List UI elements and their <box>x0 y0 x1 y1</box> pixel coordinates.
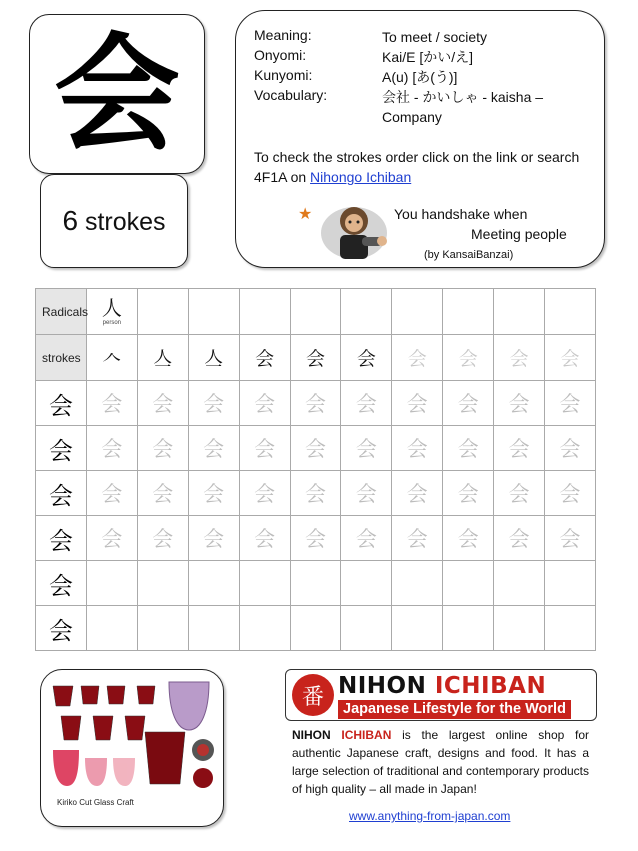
trace-cell[interactable]: 会 <box>86 426 137 471</box>
ad-brand-nihon: NIHON <box>292 728 331 742</box>
trace-cell[interactable]: 会 <box>494 381 545 426</box>
blank-practice-cell[interactable] <box>290 561 341 606</box>
meaning-label: Meaning: <box>254 27 312 43</box>
stroke-order-text: To check the strokes order click on the link or search 4F1A on <box>254 149 580 185</box>
practice-row <box>36 381 596 426</box>
trace-cell[interactable]: 会 <box>443 381 494 426</box>
stroke-step-cell: 会 <box>392 335 443 381</box>
practice-row <box>36 471 596 516</box>
trace-cell[interactable]: 会 <box>392 516 443 561</box>
radical-meaning: person <box>102 319 122 326</box>
trace-cell[interactable]: 会 <box>188 471 239 516</box>
blank-practice-cell[interactable] <box>188 561 239 606</box>
meaning-value: To meet / society <box>382 29 488 45</box>
handshake-mascot-icon <box>318 201 390 263</box>
trace-cell[interactable]: 会 <box>137 516 188 561</box>
practice-grid <box>35 288 596 651</box>
trace-cell[interactable]: 会 <box>494 471 545 516</box>
blank-practice-cell[interactable] <box>86 561 137 606</box>
stroke-step-cell: 会 <box>341 335 392 381</box>
trace-cell[interactable]: 会 <box>290 381 341 426</box>
stroke-count-word: strokes <box>78 208 166 236</box>
trace-cell[interactable]: 会 <box>137 471 188 516</box>
blank-practice-cell[interactable] <box>137 606 188 651</box>
model-character-cell: 会 <box>36 426 87 471</box>
stroke-count-card <box>40 174 188 268</box>
blank-practice-cell[interactable] <box>137 561 188 606</box>
trace-cell[interactable]: 会 <box>290 516 341 561</box>
nihongo-ichiban-link[interactable]: Nihongo Ichiban <box>310 169 412 185</box>
model-character-cell: 会 <box>36 381 87 426</box>
ad-description <box>292 726 589 798</box>
onyomi-label: Onyomi: <box>254 47 307 63</box>
trace-cell[interactable]: 会 <box>341 471 392 516</box>
stroke-count-number: 6 <box>62 205 79 236</box>
trace-cell[interactable]: 会 <box>545 516 596 561</box>
blank-practice-cell[interactable] <box>290 606 341 651</box>
trace-cell[interactable]: 会 <box>341 516 392 561</box>
kiriko-caption: Kiriko Cut Glass Craft <box>57 798 134 807</box>
stroke-step-cell: 亼 <box>137 335 188 381</box>
kanji-character: 会 <box>54 20 180 168</box>
radicals-header: Radicals <box>36 289 87 335</box>
trace-cell[interactable]: 会 <box>239 381 290 426</box>
blank-practice-cell[interactable] <box>545 561 596 606</box>
trace-cell[interactable]: 会 <box>188 426 239 471</box>
vocabulary-label: Vocabulary: <box>254 87 328 103</box>
practice-row <box>36 426 596 471</box>
stroke-step-cell: 会 <box>545 335 596 381</box>
onyomi-value: Kai/E [かい/え] <box>382 49 474 65</box>
trace-cell[interactable]: 会 <box>137 381 188 426</box>
trace-cell[interactable]: 会 <box>137 426 188 471</box>
trace-cell[interactable]: 会 <box>290 471 341 516</box>
model-character-cell: 会 <box>36 471 87 516</box>
nihon-ichiban-ad <box>281 668 597 826</box>
trace-cell[interactable]: 会 <box>290 426 341 471</box>
practice-row <box>36 561 596 606</box>
stroke-count <box>62 205 165 237</box>
trace-cell[interactable]: 会 <box>392 471 443 516</box>
blank-practice-cell[interactable] <box>239 561 290 606</box>
mnemonic-line-2: Meeting people <box>471 226 567 242</box>
model-character-cell: 会 <box>36 606 87 651</box>
trace-cell[interactable]: 会 <box>392 381 443 426</box>
practice-row <box>36 516 596 561</box>
stroke-step-cell: 会 <box>494 335 545 381</box>
stroke-step-cell: 会 <box>443 335 494 381</box>
stroke-step-cell: 会 <box>290 335 341 381</box>
logo-emblem-icon: 番 <box>292 674 334 716</box>
kiriko-glass-card <box>40 669 224 827</box>
blank-practice-cell[interactable] <box>545 606 596 651</box>
kanji-info-card <box>235 10 605 268</box>
kunyomi-value: A(u) [あ(う)] <box>382 69 458 85</box>
kanji-display-card <box>29 14 205 174</box>
trace-cell[interactable]: 会 <box>86 516 137 561</box>
star-icon: ★ <box>298 206 313 223</box>
blank-practice-cell[interactable] <box>188 606 239 651</box>
ad-body-text: is the largest online shop for authentic Japanese craft, designs and food. It has a large selection of traditional and contemporary products of high quality – all made in Japan! <box>292 728 589 796</box>
blank-practice-cell[interactable] <box>341 561 392 606</box>
strokes-header: strokes <box>36 335 87 381</box>
trace-cell[interactable]: 会 <box>341 426 392 471</box>
vocabulary-value: 会社 - かいしゃ - kaisha – Company <box>382 89 544 125</box>
trace-cell[interactable]: 会 <box>86 381 137 426</box>
radical-character: 人 <box>101 295 122 320</box>
trace-cell[interactable]: 会 <box>341 381 392 426</box>
nihon-ichiban-logo[interactable] <box>285 669 597 721</box>
logo-tagline: Japanese Lifestyle for the World <box>338 700 571 719</box>
trace-cell[interactable]: 会 <box>239 516 290 561</box>
trace-cell[interactable]: 会 <box>188 381 239 426</box>
mnemonic-line-1: You handshake when <box>394 206 528 222</box>
mnemonic-credit: (by KansaiBanzai) <box>424 249 514 261</box>
kunyomi-label: Kunyomi: <box>254 67 313 83</box>
blank-practice-cell[interactable] <box>443 561 494 606</box>
blank-practice-cell[interactable] <box>392 606 443 651</box>
trace-cell[interactable]: 会 <box>239 426 290 471</box>
radical-cell <box>86 289 137 335</box>
trace-cell[interactable]: 会 <box>188 516 239 561</box>
logo-title <box>338 673 546 699</box>
trace-cell[interactable]: 会 <box>545 471 596 516</box>
trace-cell[interactable]: 会 <box>494 516 545 561</box>
stroke-order-instructions <box>254 147 594 187</box>
trace-cell[interactable]: 会 <box>86 471 137 516</box>
blank-practice-cell[interactable] <box>443 606 494 651</box>
trace-cell[interactable]: 会 <box>443 516 494 561</box>
practice-rows <box>36 381 596 651</box>
blank-practice-cell[interactable] <box>494 606 545 651</box>
stroke-step-cell: 会 <box>239 335 290 381</box>
practice-row <box>36 606 596 651</box>
model-character-cell: 会 <box>36 516 87 561</box>
trace-cell[interactable]: 会 <box>545 426 596 471</box>
strokes-row <box>36 335 596 381</box>
stroke-step-cell: 𠆢 <box>86 335 137 381</box>
trace-cell[interactable]: 会 <box>392 426 443 471</box>
logo-word-ichiban: ICHIBAN <box>434 673 547 699</box>
ad-brand-ichiban: ICHIBAN <box>341 728 392 742</box>
logo-word-nihon: NIHON <box>338 673 435 699</box>
blank-practice-cell[interactable] <box>392 561 443 606</box>
blank-practice-cell[interactable] <box>239 606 290 651</box>
radicals-row <box>36 289 596 335</box>
shop-url-link[interactable]: www.anything-from-japan.com <box>349 809 511 823</box>
trace-cell[interactable]: 会 <box>545 381 596 426</box>
stroke-step-cell: 亼 <box>188 335 239 381</box>
trace-cell[interactable]: 会 <box>239 471 290 516</box>
model-character-cell: 会 <box>36 561 87 606</box>
trace-cell[interactable]: 会 <box>443 471 494 516</box>
trace-cell[interactable]: 会 <box>443 426 494 471</box>
blank-practice-cell[interactable] <box>86 606 137 651</box>
trace-cell[interactable]: 会 <box>494 426 545 471</box>
blank-practice-cell[interactable] <box>494 561 545 606</box>
blank-practice-cell[interactable] <box>341 606 392 651</box>
